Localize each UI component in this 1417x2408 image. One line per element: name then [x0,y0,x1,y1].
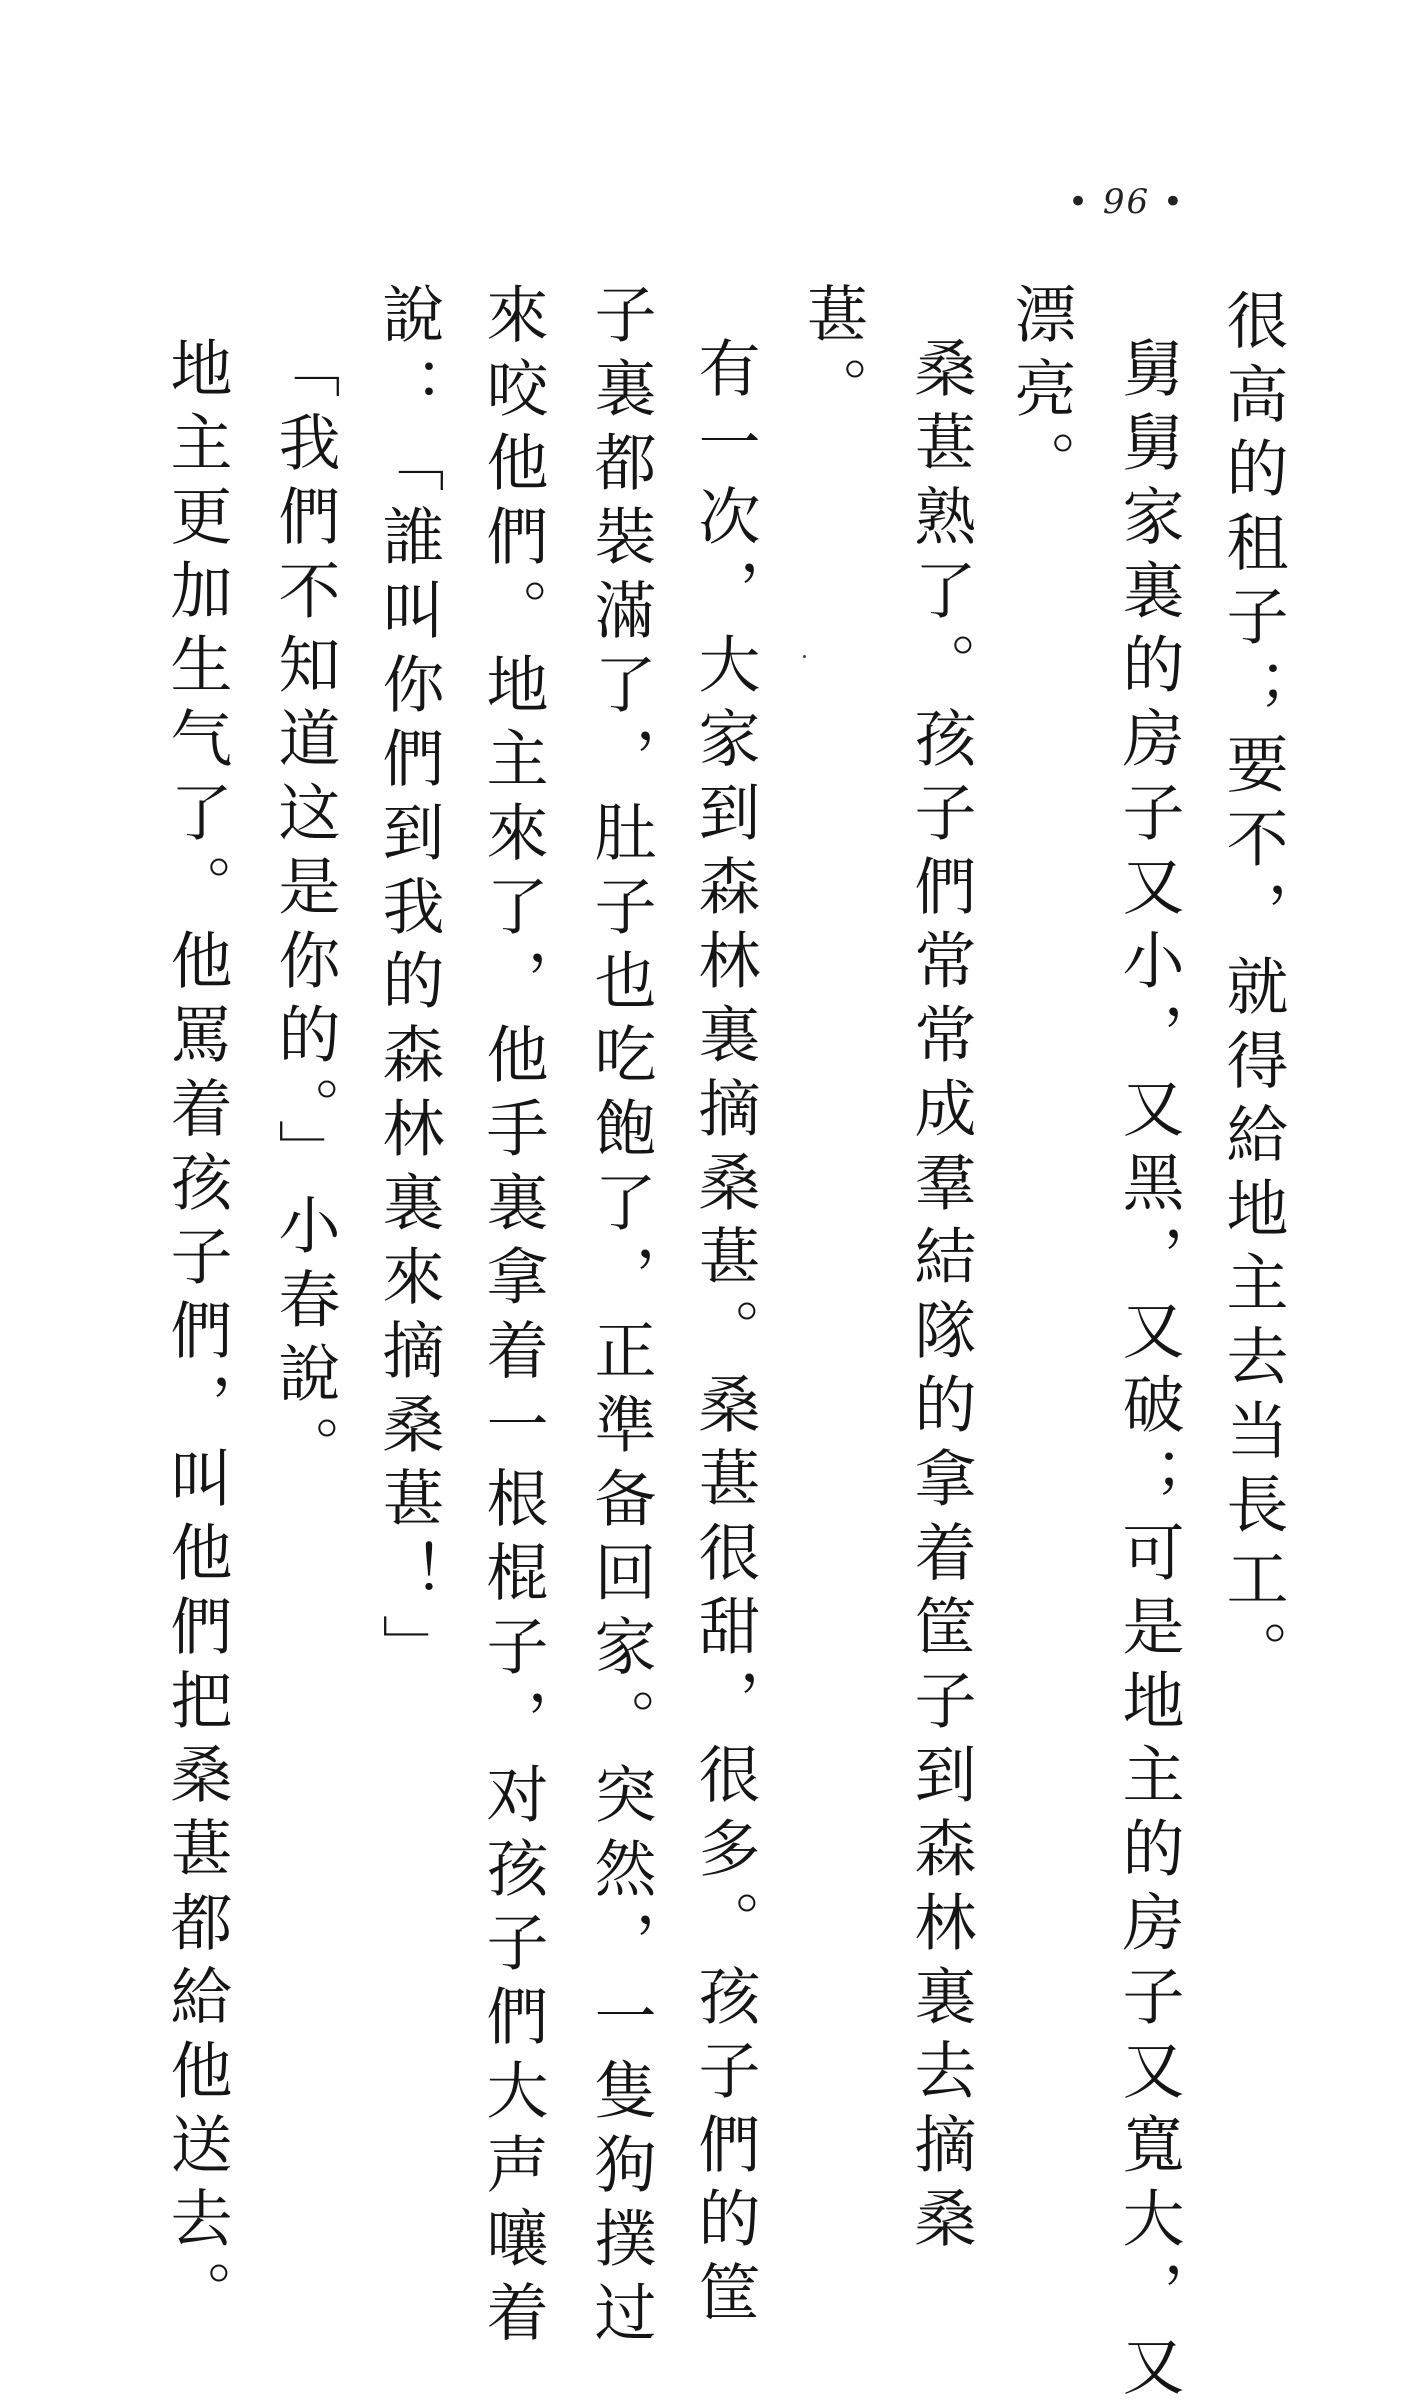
text-column-6: 有一次，大家到森林裏摘桑葚。桑葚很甜，很多。孩子們的筐 [688,336,761,2334]
text-column-11: 地主更加生气了。他罵着孩子們，叫他們把桑葚都給他送去。 [160,336,233,2334]
text-column-9: 說：「誰叫你們到我的森林裏來摘桑葚！」 [372,282,445,1688]
text-column-3: 漂亮。 [1004,282,1077,504]
page-number: • 96 • [1068,182,1185,222]
text-column-4: 桑葚熟了。孩子們常常成羣結隊的拿着筐子到森林裏去摘桑 [904,336,977,2260]
text-column-1: 很高的租子；要不，就得給地主去当長工。 [1216,288,1289,1694]
ink-speck [803,655,806,658]
text-column-5: 葚。 [796,282,869,430]
text-column-10: 「我們不知道这是你的。」小春說。 [268,336,341,1489]
text-column-8: 來咬他們。地主來了，他手裏拿着一根棍子，对孩子們大声嚷着 [476,282,549,2354]
text-column-2: 舅舅家裏的房子又小，又黑，又破；可是地主的房子又寬大，又 [1112,336,1185,2408]
text-column-7: 子裏都裝滿了，肚子也吃飽了，正準备回家。突然，一隻狗撲过 [584,282,657,2354]
